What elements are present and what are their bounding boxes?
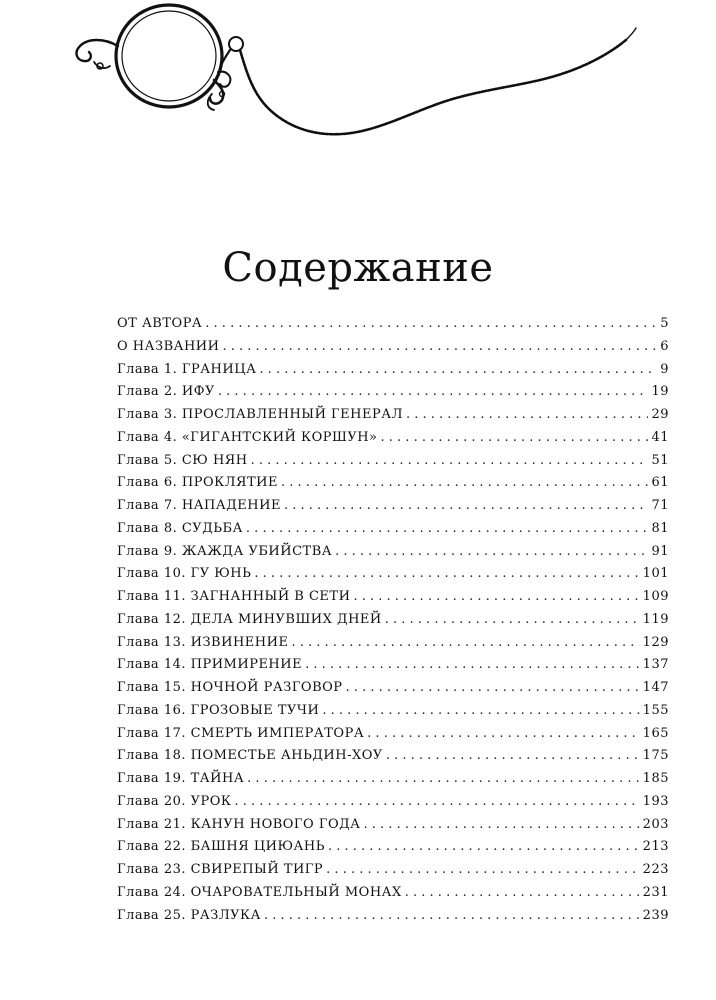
toc-entry-title: О НАЗВАНИИ	[117, 338, 220, 354]
dot-leader	[385, 612, 640, 627]
toc-entry-title: Глава 5. СЮ НЯН	[117, 452, 248, 468]
toc-entry-page-number: 71	[651, 498, 669, 513]
toc-entry	[117, 498, 669, 521]
dot-leader	[386, 748, 640, 763]
toc-entry	[117, 544, 669, 567]
toc-entry	[117, 521, 669, 544]
toc-entry-page-number: 109	[642, 589, 669, 604]
toc-entry-title: Глава 20. УРОК	[117, 793, 232, 809]
dot-leader	[259, 362, 656, 377]
dot-leader	[326, 862, 640, 877]
toc-entry-title: ОТ АВТОРА	[117, 316, 203, 331]
dot-leader	[367, 726, 640, 741]
page-title: Содержание	[222, 244, 494, 291]
toc-entry-title: Глава 17. СМЕРТЬ ИМПЕРАТОРА	[117, 725, 365, 741]
toc-entry-page-number: 239	[642, 907, 669, 923]
toc-entry	[117, 885, 669, 908]
toc-entry-title: Глава 23. СВИРЕПЫЙ ТИГР	[117, 862, 324, 877]
dot-leader	[353, 589, 639, 604]
toc-entry	[117, 453, 669, 476]
toc-entry-page-number: 175	[642, 748, 669, 764]
dot-leader	[381, 430, 649, 445]
toc-entry-title: Глава 11. ЗАГНАННЫЙ В СЕТИ	[117, 589, 351, 604]
dot-leader	[247, 771, 640, 786]
dot-leader	[235, 794, 640, 809]
dot-leader	[305, 657, 640, 672]
toc-entry	[117, 589, 669, 612]
dot-leader	[328, 839, 640, 854]
toc-entry-title: Глава 6. ПРОКЛЯТИЕ	[117, 475, 279, 491]
toc-entry	[117, 339, 669, 362]
dot-leader	[406, 407, 649, 422]
dot-leader	[246, 521, 649, 536]
toc-entry-title: Глава 19. ТАЙНА	[117, 771, 245, 786]
toc-entry-title: Глава 21. КАНУН НОВОГО ГОДА	[117, 816, 361, 832]
toc-entry-title: Глава 10. ГУ ЮНЬ	[117, 566, 252, 582]
toc-entry	[117, 794, 669, 817]
toc-entry	[117, 817, 669, 840]
toc-entry-title: Глава 24. ОЧАРОВАТЕЛЬНЫЙ МОНАХ	[117, 884, 402, 900]
toc-entry-page-number: 29	[651, 407, 669, 422]
toc-entry-title: Глава 18. ПОМЕСТЬЕ АНЬДИН-ХОУ	[117, 748, 383, 764]
toc-entry-page-number: 213	[642, 839, 669, 855]
toc-entry-title: Глава 1. ГРАНИЦА	[117, 361, 257, 377]
toc-entry-page-number: 155	[642, 702, 669, 718]
toc-entry-title: Глава 25. РАЗЛУКА	[117, 907, 261, 923]
dot-leader	[291, 635, 639, 650]
toc-entry-page-number: 193	[642, 793, 669, 809]
dot-leader	[364, 817, 640, 832]
dot-leader	[284, 498, 649, 513]
toc-entry	[117, 384, 669, 407]
toc-entry	[117, 635, 669, 658]
toc-entry-title: Глава 14. ПРИМИРЕНИЕ	[117, 657, 303, 673]
toc-entry-page-number: 231	[642, 884, 669, 900]
toc-entry-page-number: 91	[651, 543, 669, 559]
toc-entry	[117, 362, 669, 385]
toc-entry-page-number: 51	[651, 452, 669, 468]
toc-entry-page-number: 147	[642, 680, 669, 695]
toc-entry-page-number: 185	[642, 771, 669, 786]
toc-entry	[117, 680, 669, 703]
dot-leader	[254, 566, 639, 581]
toc-entry-title: Глава 7. НАПАДЕНИЕ	[117, 498, 281, 513]
toc-entry-title: Глава 4. «ГИГАНТСКИЙ КОРШУН»	[117, 429, 378, 445]
dot-leader	[205, 316, 656, 331]
table-of-contents	[117, 316, 669, 930]
dot-leader	[346, 680, 640, 695]
dot-leader	[405, 885, 640, 900]
toc-entry-page-number: 129	[642, 634, 669, 650]
toc-entry	[117, 839, 669, 862]
toc-entry-title: Глава 13. ИЗВИНЕНИЕ	[117, 634, 289, 650]
lorgnette-with-chain-icon	[0, 0, 716, 160]
toc-entry-title: Глава 8. СУДЬБА	[117, 520, 243, 536]
toc-entry-title: Глава 9. ЖАЖДА УБИЙСТВА	[117, 543, 333, 559]
toc-entry-page-number: 61	[651, 475, 669, 491]
toc-entry-page-number: 137	[642, 657, 669, 673]
toc-entry-page-number: 41	[651, 429, 669, 445]
toc-entry	[117, 862, 669, 885]
dot-leader	[264, 908, 640, 923]
toc-entry	[117, 407, 669, 430]
toc-entry-page-number: 19	[651, 384, 669, 400]
toc-entry-page-number: 81	[651, 520, 669, 536]
toc-entry-title: Глава 12. ДЕЛА МИНУВШИХ ДНЕЙ	[117, 611, 382, 627]
toc-entry	[117, 908, 669, 931]
toc-entry-page-number: 203	[642, 816, 669, 832]
toc-entry-page-number: 223	[642, 862, 669, 877]
toc-entry	[117, 475, 669, 498]
toc-entry-page-number: 9	[660, 361, 669, 377]
toc-entry	[117, 703, 669, 726]
toc-entry	[117, 316, 669, 339]
toc-entry-title: Глава 2. ИФУ	[117, 384, 215, 400]
toc-entry-page-number: 165	[642, 725, 669, 741]
dot-leader	[335, 544, 648, 559]
toc-entry	[117, 612, 669, 635]
dot-leader	[251, 453, 649, 468]
toc-entry-page-number: 6	[660, 338, 669, 354]
dot-leader	[281, 475, 648, 490]
dot-leader	[218, 384, 649, 399]
toc-entry-title: Глава 16. ГРОЗОВЫЕ ТУЧИ	[117, 702, 320, 718]
toc-entry	[117, 748, 669, 771]
toc-entry-page-number: 119	[642, 611, 669, 627]
toc-entry-page-number: 101	[642, 566, 669, 582]
toc-entry	[117, 726, 669, 749]
toc-entry-title: Глава 15. НОЧНОЙ РАЗГОВОР	[117, 680, 343, 695]
toc-entry	[117, 430, 669, 453]
toc-entry	[117, 657, 669, 680]
toc-entry-title: Глава 3. ПРОСЛАВЛЕННЫЙ ГЕНЕРАЛ	[117, 407, 403, 422]
toc-entry-title: Глава 22. БАШНЯ ЦИЮАНЬ	[117, 839, 325, 855]
toc-entry-page-number: 5	[660, 316, 669, 331]
toc-entry	[117, 771, 669, 794]
dot-leader	[322, 703, 639, 718]
toc-entry	[117, 566, 669, 589]
dot-leader	[222, 339, 656, 354]
